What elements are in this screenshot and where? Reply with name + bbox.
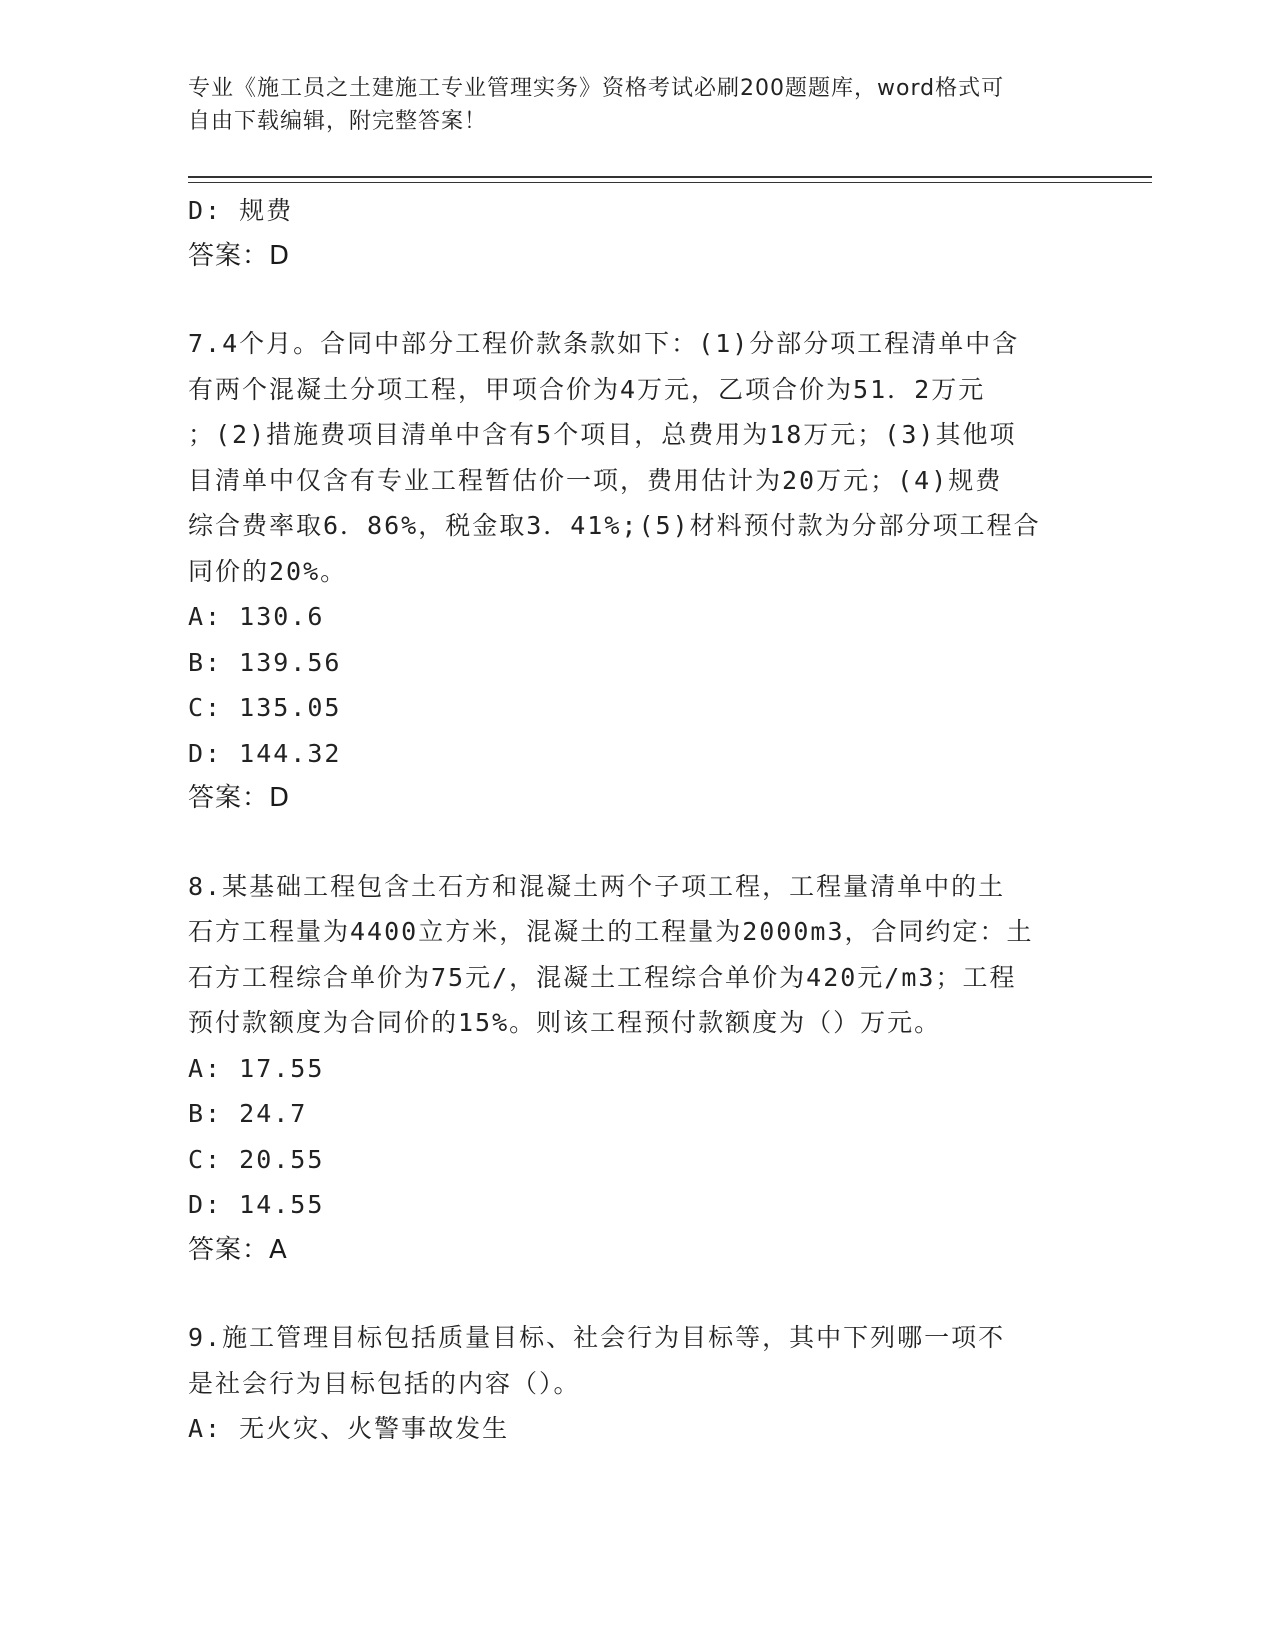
spacer (188, 822, 1088, 864)
option-b: B: 139.56 (188, 647, 342, 677)
question-text-line: 预付款额度为合同价的15%。则该工程预付款额度为（）万元。 (188, 1008, 942, 1037)
option-c: C: 135.05 (188, 693, 342, 722)
question-text-line: 有两个混凝土分项工程，甲项合价为4万元，乙项合价为51．2万元 (188, 374, 986, 404)
question-text-line: 9.施工管理目标包括质量目标、社会行为目标等，其中下列哪一项不 (188, 1323, 1006, 1352)
option-a: A: 130.6 (188, 602, 325, 631)
question-6-tail (188, 188, 1088, 279)
question-9 (188, 1315, 1088, 1452)
question-text-line: 同价的20%。 (188, 556, 348, 586)
header-line-1: 专业《施工员之土建施工专业管理实务》资格考试必刷200题题库，word格式可 (188, 76, 1005, 101)
spacer (188, 279, 1088, 321)
option-d: D: 144.32 (188, 738, 342, 768)
document-header (188, 72, 1088, 138)
header-divider-thick (188, 176, 1152, 178)
option-a: A: 无火灾、火警事故发生 (188, 1414, 510, 1443)
option-d: D: 规费 (188, 196, 294, 225)
spacer (188, 1273, 1088, 1315)
answer-label: 答案：D (188, 783, 291, 813)
header-line-2: 自由下载编辑，附完整答案！ (188, 109, 488, 134)
question-text-line: 8.某基础工程包含土石方和混凝土两个子项工程，工程量清单中的土 (188, 871, 1006, 901)
question-text-line: 目清单中仅含有专业工程暂估价一项，费用估计为20万元；(4)规费 (188, 465, 1003, 495)
answer-label: 答案：A (188, 1234, 288, 1265)
question-text-line: 石方工程量为4400立方米，混凝土的工程量为2000m3，合同约定：土 (188, 917, 1034, 946)
option-d: D: 14.55 (188, 1190, 325, 1219)
question-list (188, 188, 1088, 1452)
option-b: B: 24.7 (188, 1099, 308, 1128)
header-divider-thin (188, 182, 1152, 183)
question-7 (188, 321, 1088, 822)
question-text-line: 石方工程综合单价为75元/，混凝土工程综合单价为420元/m3；工程 (188, 962, 1017, 992)
option-c: C: 20.55 (188, 1144, 325, 1174)
question-text-line: 是社会行为目标包括的内容（）。 (188, 1368, 581, 1398)
question-8 (188, 864, 1088, 1274)
question-text-line: 7.4个月。合同中部分工程价款条款如下：(1)分部分项工程清单中含 (188, 329, 1020, 358)
question-text-line: 综合费率取6．86%，税金取3．41%;(5)材料预付款为分部分项工程合 (188, 511, 1041, 540)
answer-label: 答案：D (188, 240, 291, 271)
option-a: A: 17.55 (188, 1053, 325, 1083)
question-text-line: ；(2)措施费项目清单中含有5个项目，总费用为18万元；(3)其他项 (188, 420, 1017, 449)
